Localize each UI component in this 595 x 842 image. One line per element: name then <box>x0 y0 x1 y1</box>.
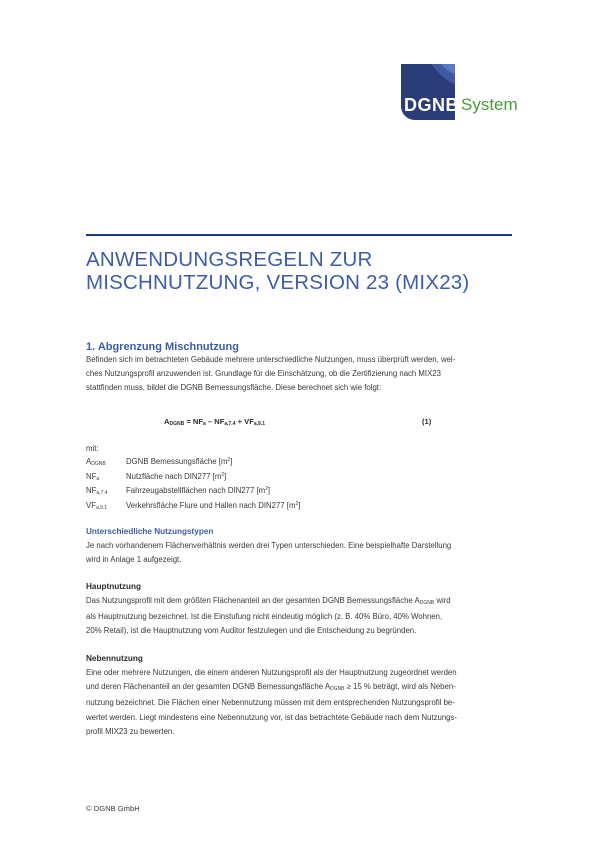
formula-term: NF <box>214 417 225 426</box>
formula-equals: = <box>184 417 193 426</box>
intro-line: Befinden sich im betrachteten Gebäude mehrere unterschiedliche Nutzungen, muss überprüft werden, wel- <box>86 355 456 364</box>
paragraph-line: Je nach vorhandenem Flächenverhältnis werden drei Typen unterschieden. Eine beispielhafte Darstellung <box>86 541 452 550</box>
paragraph-line: 20% Retail), ist die Hauptnutzung vom Auditor festzulegen und die Entscheidung zu begründen. <box>86 626 417 636</box>
definition-symbol: $NF_{a,7.4}$ <box>86 486 108 497</box>
formula-term-sub: a <box>203 421 206 427</box>
subheading-main-usage: Hauptnutzung <box>86 582 142 591</box>
paragraph-line: Das Nutzungsprofil mit dem größten Flächenanteil an der gesamten DGNB Bemessungsfläche ADGNB wird <box>86 596 451 606</box>
formula-operator: – <box>205 417 215 426</box>
definition-text: Fahrzeugabstellflächen nach DIN277 $[m^2]$ <box>126 486 271 496</box>
usage-types-paragraph <box>86 539 518 567</box>
paragraph-line: profil MIX23 zu bewerten. <box>86 726 175 736</box>
definition-text: DGNB Bemessungsfläche $[m^2]$ <box>126 457 233 466</box>
intro-line: stattfinden muss, bildet die DGNB Bemessungsfläche. Diese berechnet sich wie folgt: <box>86 383 382 393</box>
intro-paragraph <box>86 353 518 396</box>
definition-text: Nutzfläche nach DIN277 $[m^2]$ <box>126 471 227 481</box>
definitions-intro: mit: <box>86 444 99 453</box>
formula-term-sub: a,9.1 <box>253 421 265 427</box>
formula-term: NF <box>192 417 203 426</box>
section-heading: 1. Abgrenzung Mischnutzung <box>86 341 239 353</box>
logo-brand-text: DGNB <box>404 95 459 115</box>
title-rule <box>86 234 512 236</box>
formula-operator: + <box>235 417 245 426</box>
subheading-usage-types: Unterschiedliche Nutzungstypen <box>86 527 214 536</box>
footer-copyright: © DGNB GmbH <box>86 804 140 813</box>
logo-product-text: System <box>461 95 518 114</box>
title-line-1: ANWENDUNGSREGELN ZUR <box>86 248 373 271</box>
page-title <box>86 248 526 294</box>
formula-term-sub: a,7.4 <box>224 421 236 427</box>
secondary-usage-paragraph <box>86 666 518 739</box>
paragraph-line: und deren Flächenanteil an der gesamten DGNB Bemessungsfläche ADGNB ≥ 15 % beträgt, wird als Neben- <box>86 682 456 693</box>
paragraph-line: Eine oder mehrere Nutzungen, die einem anderen Nutzungsprofil als der Hauptnutzung zugeordnet werden <box>86 668 457 677</box>
area-formula <box>164 417 265 427</box>
formula-term: VF <box>244 417 254 426</box>
paragraph-line: wertet werden. Liegt mindestens eine Nebennutzung vor, ist das betrachtete Gebäude nach dem Nutzungs- <box>86 712 458 722</box>
definition-symbol: $VF_{a,9.1}$ <box>86 500 108 511</box>
definition-symbol: $NF_a$ <box>86 471 100 482</box>
definition-symbol: $A_{DGNB}$ <box>86 457 106 467</box>
formula-lhs-sub: DGNB <box>169 421 185 427</box>
main-usage-paragraph <box>86 594 518 639</box>
definition-text: Verkehrsfläche Flure und Hallen nach DIN277 $[m^2]$ <box>126 500 301 510</box>
subheading-secondary-usage: Nebennutzung <box>86 654 143 663</box>
formula-lhs: A <box>164 417 170 426</box>
equation-number: (1) <box>422 417 432 426</box>
title-line-2: MISCHNUTZUNG, VERSION 23 (MIX23) <box>86 271 470 294</box>
paragraph-line: wird in Anlage 1 aufgezeigt. <box>86 555 182 565</box>
paragraph-line: als Hauptnutzung bezeichnet. Ist die Einstufung nicht eindeutig möglich (z. B. 40% Büro, 40% Wohnen, <box>86 612 443 622</box>
intro-line: ches Nutzungsprofil anzuwenden ist. Grundlage für die Einschätzung, ob die Zertifizierung nach MIX23 <box>86 369 441 379</box>
paragraph-line: nutzung bezeichnet. Die Flächen einer Nebennutzung müssen mit dem entsprechenden Nutzungsprofil be- <box>86 698 455 708</box>
